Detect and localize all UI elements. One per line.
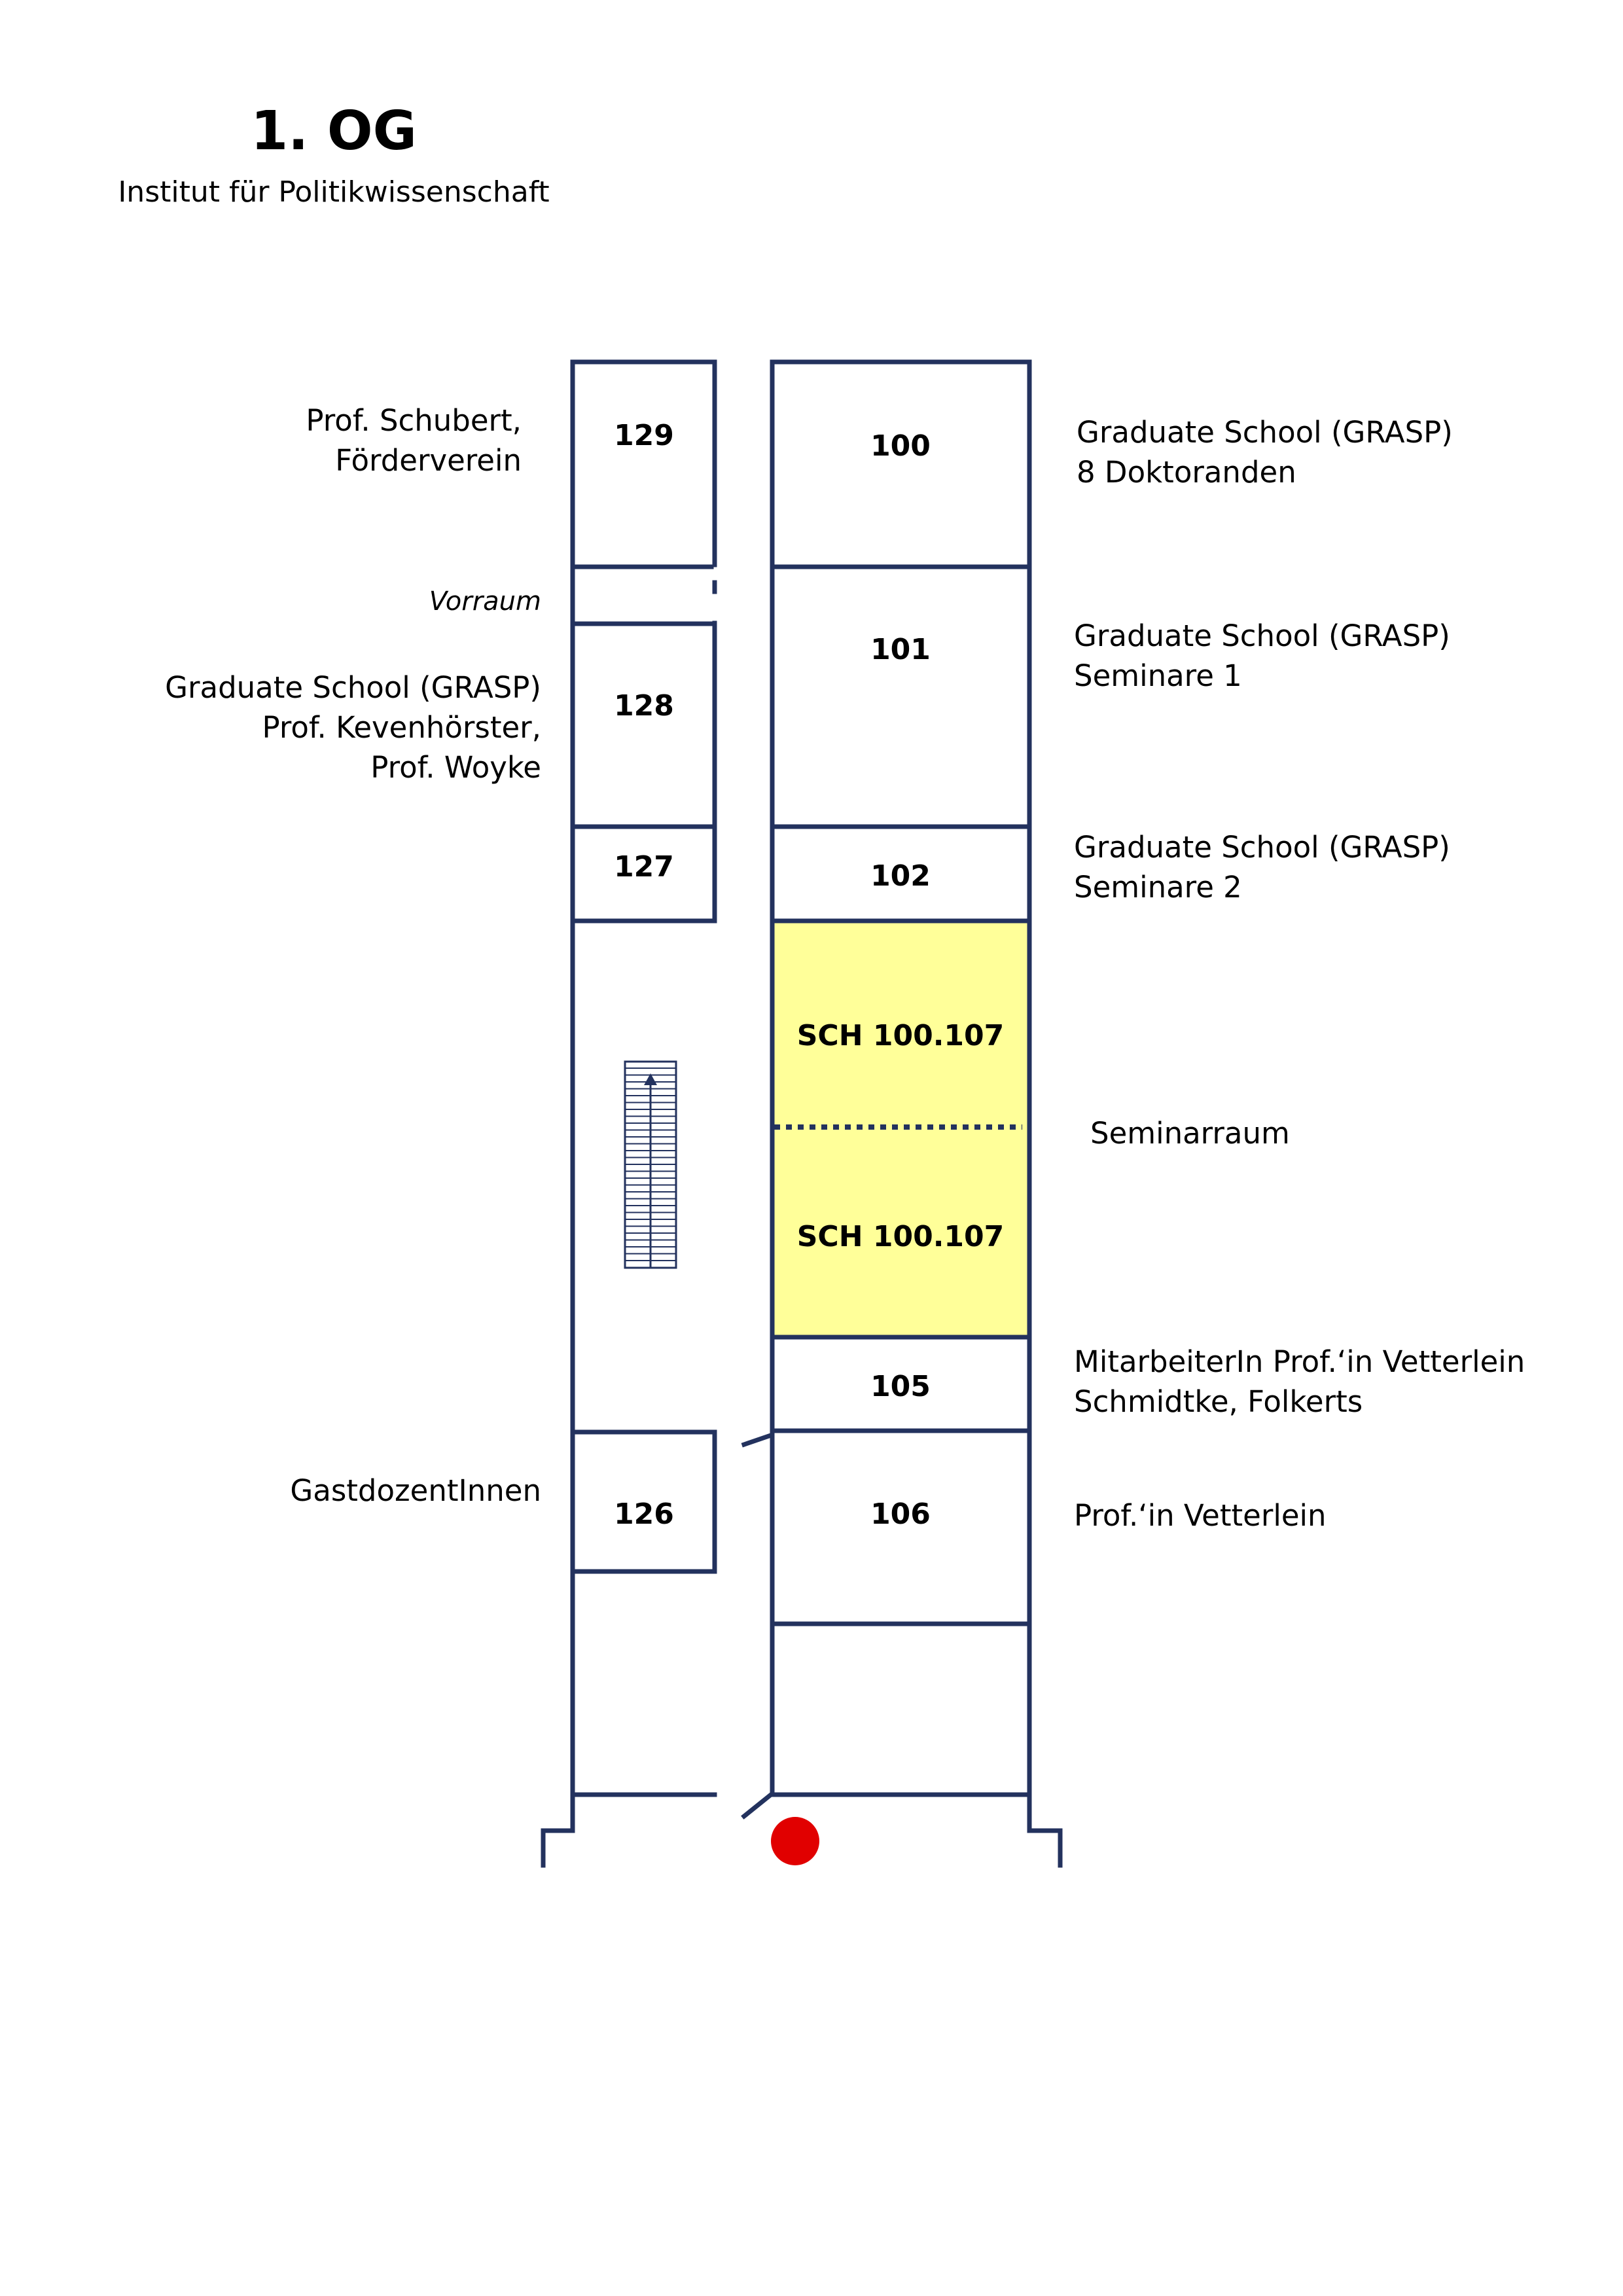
label-106: Prof.‘in Vetterlein <box>1074 1498 1327 1533</box>
label-102-line1: Graduate School (GRASP) <box>1074 830 1450 865</box>
label-126: GastdozentInnen <box>290 1473 541 1508</box>
room-129[interactable]: 129 <box>614 419 674 452</box>
label-105-line2: Schmidtke, Folkerts <box>1074 1384 1363 1419</box>
institute-subtitle: Institut für Politikwissenschaft <box>118 175 550 209</box>
label-100-line2: 8 Doktoranden <box>1077 455 1296 490</box>
label-128-line2: Prof. Kevenhörster, <box>262 710 541 745</box>
label-101-line1: Graduate School (GRASP) <box>1074 619 1450 653</box>
staircase-icon <box>625 1062 676 1268</box>
label-seminarraum: Seminarraum <box>1090 1116 1290 1151</box>
label-101-line2: Seminare 1 <box>1074 658 1242 693</box>
label-129-line2: Förderverein <box>335 443 522 478</box>
label-vorraum: Vorraum <box>429 586 541 617</box>
label-105-line1: MitarbeiterIn Prof.‘in Vetterlein <box>1074 1344 1525 1379</box>
room-102[interactable]: 102 <box>870 859 931 893</box>
room-sch-lower[interactable]: SCH 100.107 <box>796 1220 1005 1253</box>
entrance-step-right <box>1029 1795 1060 1865</box>
room-101[interactable]: 101 <box>870 633 931 666</box>
room-127[interactable]: 127 <box>614 850 674 884</box>
floor-title: 1. OG <box>251 100 417 162</box>
room-100[interactable]: 100 <box>870 429 931 463</box>
room-128[interactable]: 128 <box>614 689 674 723</box>
room-105[interactable]: 105 <box>870 1370 931 1403</box>
label-100-line1: Graduate School (GRASP) <box>1077 415 1453 450</box>
room-106[interactable]: 106 <box>870 1498 931 1531</box>
room-sch-upper[interactable]: SCH 100.107 <box>796 1019 1005 1052</box>
label-128-line3: Prof. Woyke <box>370 750 541 785</box>
room-126[interactable]: 126 <box>614 1498 674 1531</box>
label-102-line2: Seminare 2 <box>1074 870 1242 905</box>
entrance-step-left <box>543 1795 573 1865</box>
label-128-line1: Graduate School (GRASP) <box>165 670 541 705</box>
location-marker <box>771 1817 819 1865</box>
door-swing-middle <box>744 1435 771 1444</box>
label-129-line1: Prof. Schubert, <box>306 403 522 438</box>
door-swing-entrance <box>744 1795 771 1816</box>
